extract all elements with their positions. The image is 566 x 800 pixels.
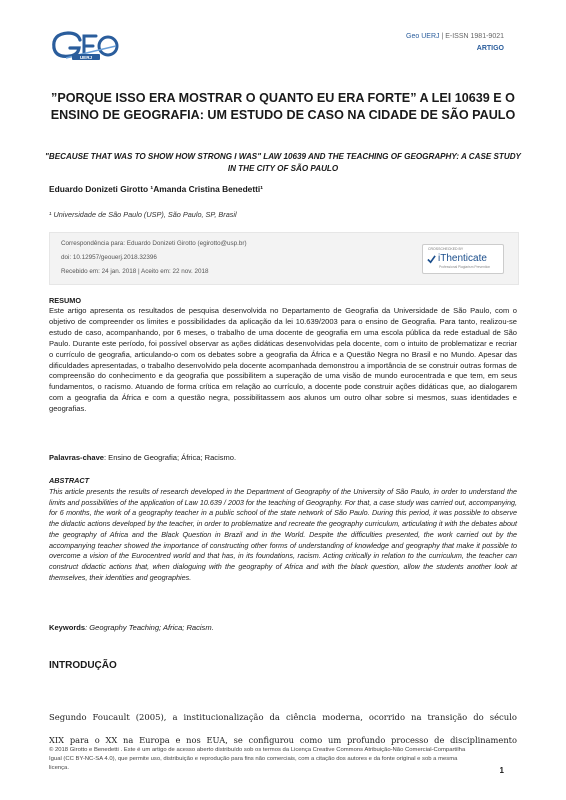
intro-heading: INTRODUÇÃO	[49, 660, 117, 671]
geo-uerj-logo	[50, 28, 120, 62]
resumo-heading: RESUMO	[49, 296, 82, 305]
palavras-chave-values: : Ensino de Geografia; África; Racismo.	[103, 453, 237, 462]
intro-text	[49, 706, 517, 728]
svg-text:UERJ: UERJ	[79, 55, 93, 60]
article-info-box	[49, 232, 519, 285]
page-number: 1	[499, 766, 504, 775]
palavras-chave-label: Palavras-chave	[49, 453, 104, 462]
doi-link[interactable]: doi: 10.12957/geouerj.2018.32396	[61, 254, 157, 261]
article-subtitle: "BECAUSE THAT WAS TO SHOW HOW STRONG I WAS" LAW 10639 AND THE TEACHING OF GEOGRAPHY: A CASE STUDY IN THE CITY OF SÃO PAULO	[45, 152, 521, 173]
abstract-text: This article presents the results of research developed in the Department of Geography of the University of São Paulo, in order to understand the limits and possibilities of the application of Law 10.639 / 2003 for the teaching of Geography. For that, a case study was carried out, accompanying, for 6 months, the work of a geography teacher in a public school of the state network of São Paulo. During this period, it was possible to observe the didactic actions developed by the teacher, in order to problematize and recreate the geography curriculum, articulating it with the debates about the geography of Africa and the Black Question in Brazil and in the World. Despite the difficulties presented, the work carried out by the accompanying teacher showed the importance of constructing other forms of understanding of knowledge and geography that make it possible to overcome a vision of the Eurocentred world and that has, in its foundations, racism. Acting critically in relation to the curriculum, the teacher can construct didactic actions that, when dialoguing with the geography of Africa and with the black question, allow the students another look at themselves, their identities and geographies.	[49, 487, 517, 582]
badge-name: iThenticate	[438, 253, 487, 264]
ithenticate-badge[interactable]	[422, 244, 504, 274]
keywords	[49, 623, 214, 632]
journal-info	[406, 33, 504, 40]
intro-line: Segundo Foucault (2005), a institucionalização da ciência moderna, ocorrido na transição do século	[49, 712, 517, 722]
section-label: ARTIGO	[476, 45, 504, 52]
keywords-label: Keywords	[49, 623, 86, 632]
separator: |	[441, 33, 446, 40]
article-title: ”PORQUE ISSO ERA MOSTRAR O QUANTO EU ERA FORTE” A LEI 10639 E O ENSINO DE GEOGRAFIA: UM ESTUDO DE CASO NA CIDADE DE SÃO PAULO	[50, 91, 516, 122]
journal-issn: E-ISSN 1981-9021	[445, 33, 504, 40]
correspondence: Correspondência para: Eduardo Donizeti Girotto (egirotto@usp.br)	[61, 240, 247, 247]
license-footer: © 2018 Girotto e Benedetti . Este é um artigo de acesso aberto distribuído sob os termos da Licença Creative Commons Atribuição-Não Comercial-Compartilha Igual (CC BY-NC-SA 4.0), que permite uso, distribuição e reprodução para fins não comerciais, com a citação dos autores e da fonte original e sob a mesma licença.	[49, 747, 466, 772]
checkmark-icon	[427, 255, 436, 264]
palavras-chave	[49, 453, 236, 462]
abstract-heading: ABSTRACT	[49, 476, 90, 485]
keywords-values: : Geography Teaching; Africa; Racism.	[85, 623, 214, 632]
badge-sub-text: Professional Plagiarism Prevention	[439, 265, 491, 269]
affiliation: ¹ Universidade de São Paulo (USP), São Paulo, SP, Brasil	[49, 210, 237, 219]
authors: Eduardo Donizeti Girotto ¹Amanda Cristina Benedetti¹	[49, 184, 264, 194]
resumo-text: Este artigo apresenta os resultados de pesquisa desenvolvida no Departamento de Geografia da Universidade de São Paulo, com o objetivo de compreender os limites e possibilidades da aplicação da lei 10.639/2003 para o ensino de Geografia. Para tanto, realizou-se estudo de caso, acompanhando, por 6 meses, o trabalho de uma docente de geografia em uma escola pública da rede estadual de São Paulo. Durante este período, foi possível observar as ações didáticas desenvolvidas pela docente, com o intuito de problematizar e recriar o currículo de geografia, articulando-o com os debates sobre a geografia da África e a Questão Negra no Brasil e no Mundo. Apesar das dificuldades apresentadas, o trabalho desenvolvido pela docente acompanhada demonstrou a importância de se construir outras formas de compreensão do conhecimento e da geografia que possibilitem a superação de uma visão de mundo eurocentrada e que tem, em seus fundamentos, o racismo. Atuando de forma crítica em relação ao currículo, a docente pode construir ações didáticas que, ao dialogarem com a geografia da África e com a questão negra, possibilitassem aos alunos um outro olhar sobre si mesmos, suas identidades e geografias.	[49, 306, 517, 414]
dates: Recebido em: 24 jan. 2018 | Aceito em: 22 nov. 2018	[61, 268, 209, 275]
intro-line: XIX para o XX na Europa e nos EUA, se configurou como um profundo processo de disciplinamento	[49, 735, 517, 745]
journal-name: Geo UERJ	[406, 33, 440, 40]
badge-top-text: CROSSCHECKED BY	[428, 247, 464, 251]
